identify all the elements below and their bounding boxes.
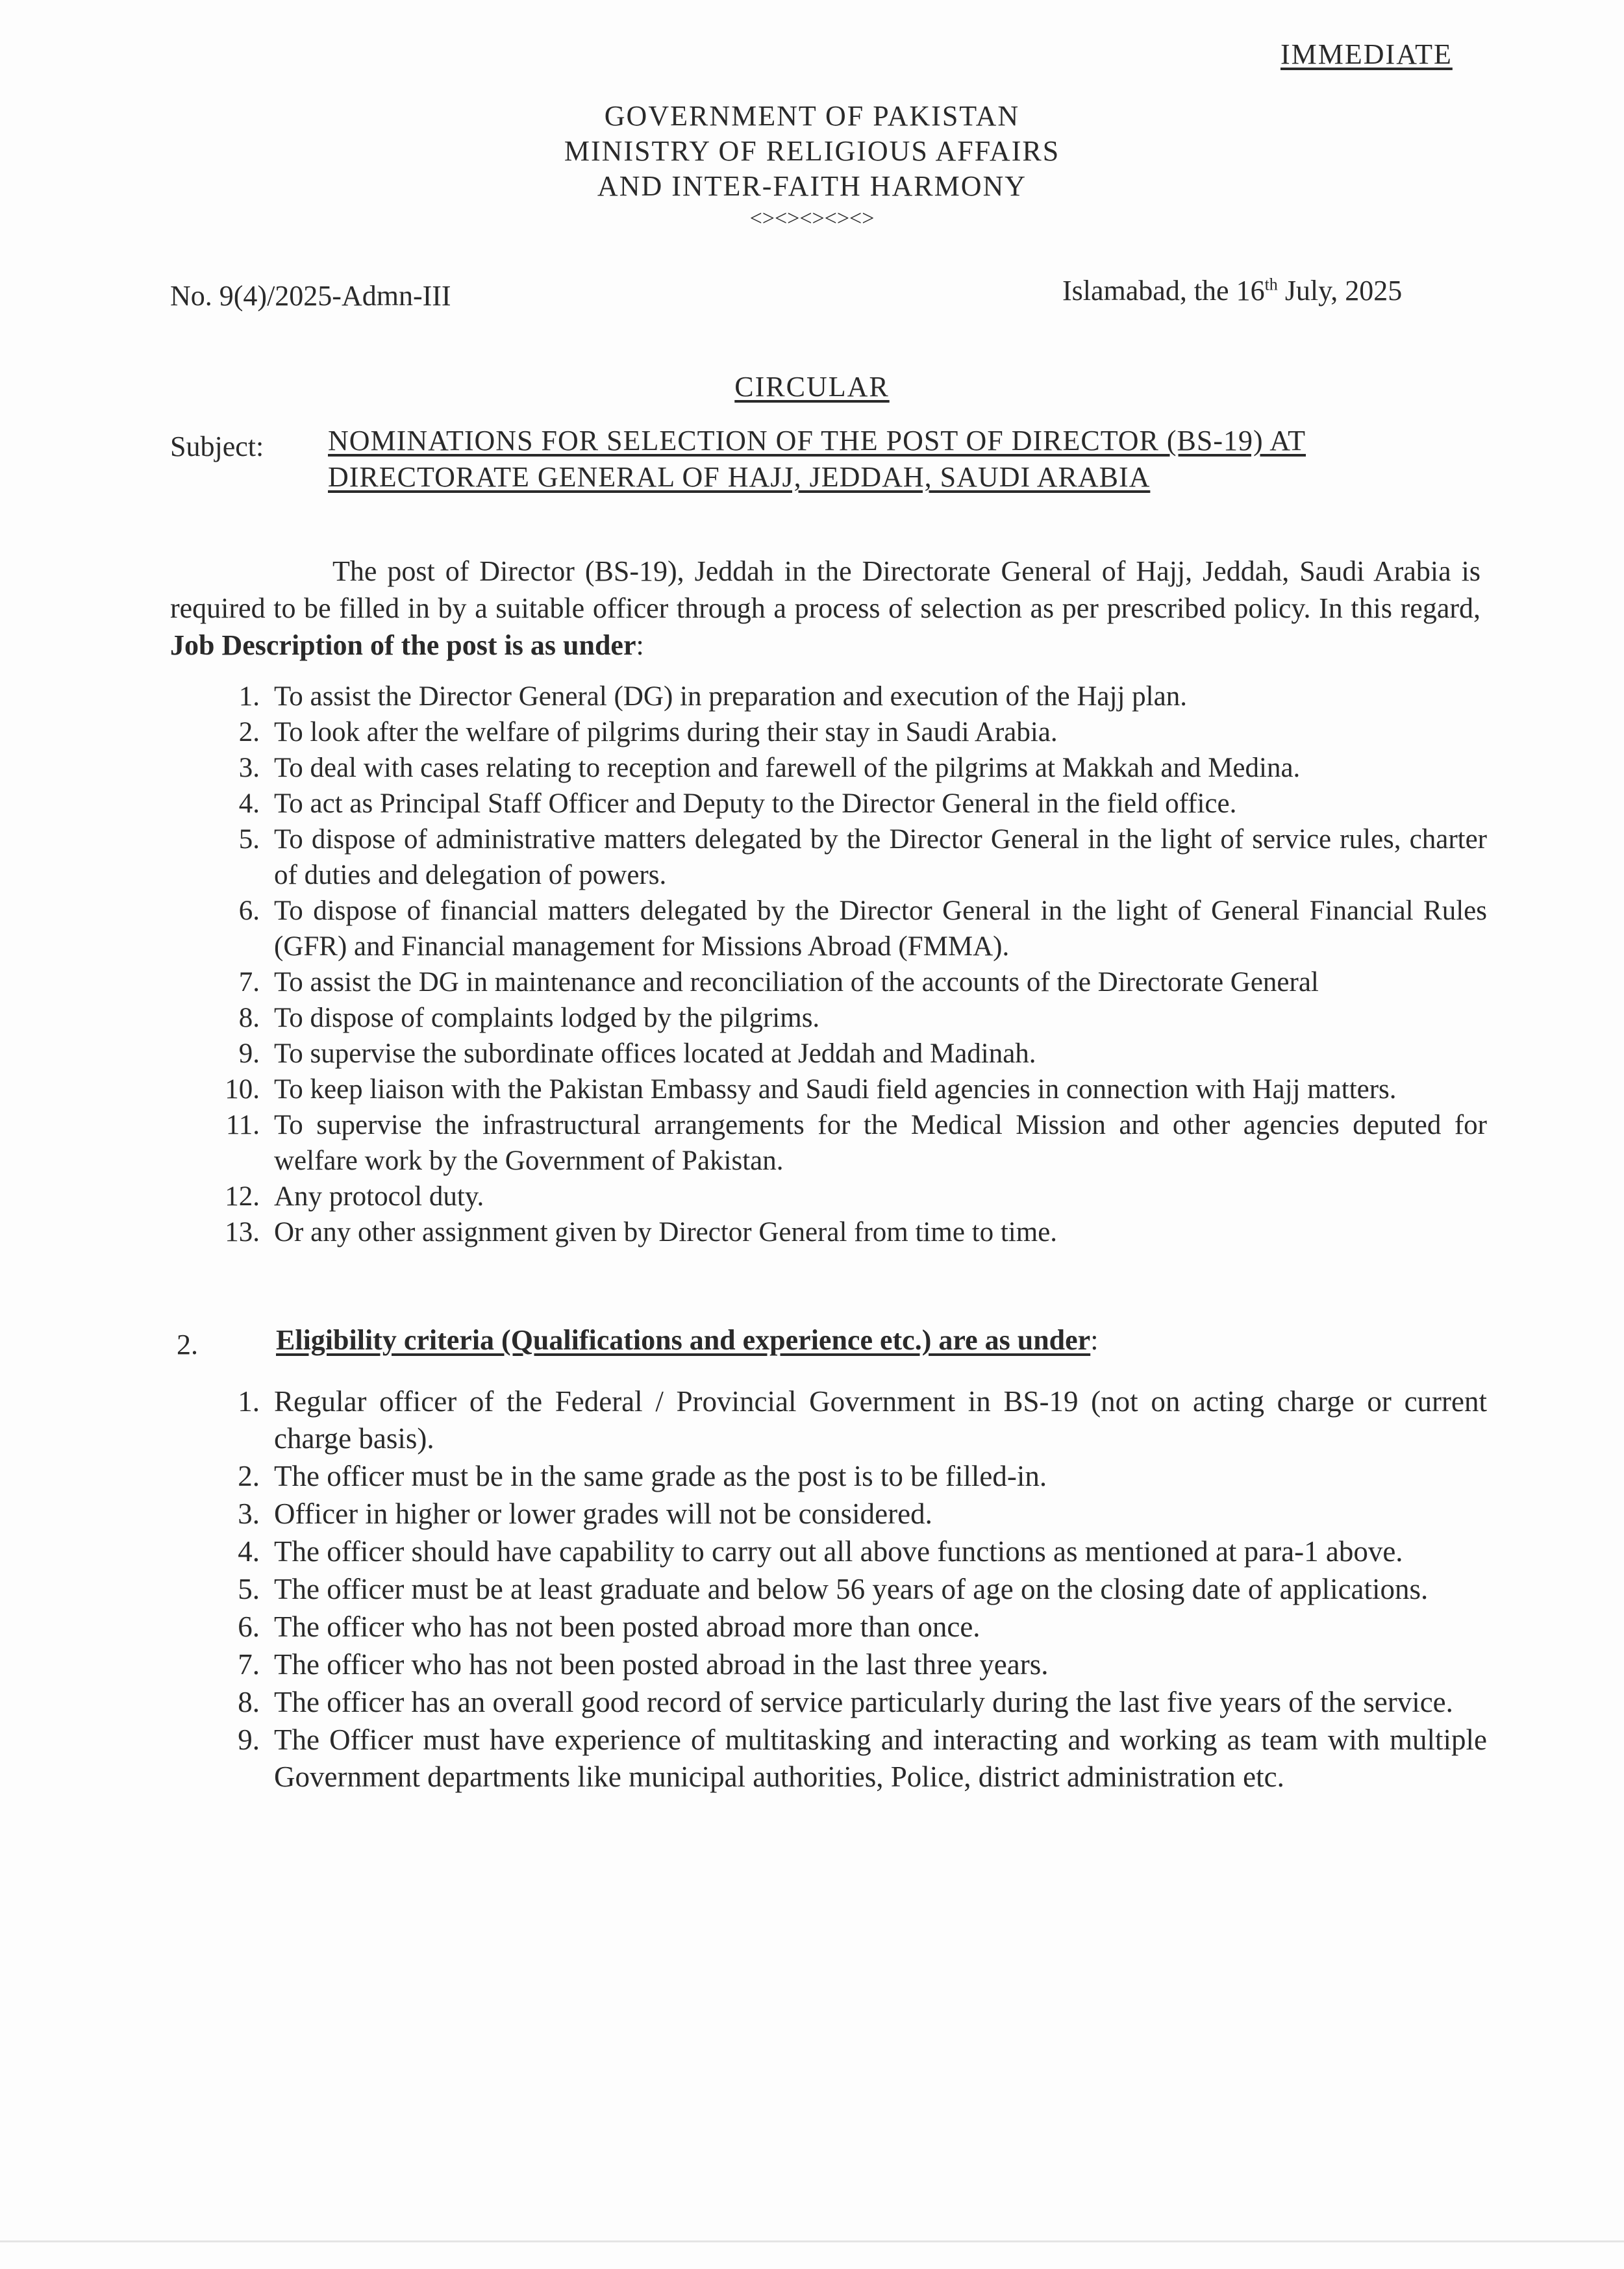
subject-label: Subject:: [170, 431, 264, 462]
intro-paragraph: [170, 553, 1480, 664]
job-item-text: To dispose of complaints lodged by the pilgrims.: [274, 1003, 820, 1033]
eligibility-item-number: 4.: [238, 1535, 260, 1568]
job-item-number: 12.: [225, 1181, 260, 1212]
header-ornament: <><><><><>: [749, 207, 875, 231]
eligibility-item-number: 2.: [238, 1460, 260, 1492]
job-item: [214, 1072, 1487, 1107]
eligibility-item: [214, 1646, 1487, 1683]
job-item-number: 10.: [225, 1074, 260, 1105]
reference-date: [1062, 274, 1402, 307]
job-item-text: To look after the welfare of pilgrims during their stay in Saudi Arabia.: [274, 717, 1058, 747]
header-government: GOVERNMENT OF PAKISTAN: [604, 100, 1020, 132]
eligibility-item: [214, 1571, 1487, 1608]
job-item-text: To act as Principal Staff Officer and Deputy to the Director General in the field office.: [274, 788, 1237, 819]
job-item-number: 4.: [238, 788, 260, 819]
reference-number: No. 9(4)/2025-Admn-III: [170, 280, 451, 312]
job-item-number: 2.: [238, 717, 260, 747]
job-item: [214, 893, 1487, 964]
eligibility-item-text: The officer must be in the same grade as the post is to be filled-in.: [274, 1460, 1047, 1492]
job-item-text: To supervise the infrastructural arrangements for the Medical Mission and other agencies deputed for welfare work by the Government of Pakistan.: [274, 1110, 1487, 1176]
eligibility-item-text: The officer who has not been posted abroad more than once.: [274, 1611, 981, 1643]
eligibility-item: [214, 1722, 1487, 1796]
job-item: [214, 786, 1487, 821]
eligibility-item-number: 5.: [238, 1573, 260, 1605]
eligibility-item-text: The officer has an overall good record of service particularly during the last five years of the service.: [274, 1686, 1453, 1718]
eligibility-item-number: 9.: [238, 1724, 260, 1756]
section2-title-end: :: [1090, 1324, 1099, 1356]
eligibility-item: [214, 1383, 1487, 1457]
job-item: [214, 1214, 1487, 1250]
intro-end: :: [636, 629, 644, 661]
date-prefix: Islamabad, the 16: [1062, 275, 1265, 307]
job-item-number: 9.: [238, 1038, 260, 1069]
scan-edge-line: [0, 2240, 1624, 2242]
eligibility-item-number: 1.: [238, 1385, 260, 1418]
job-description-list: [214, 679, 1487, 1250]
header-ministry-line2: AND INTER-FAITH HARMONY: [597, 170, 1027, 202]
job-item: [214, 821, 1487, 893]
job-item-number: 8.: [238, 1003, 260, 1033]
job-item-number: 1.: [238, 681, 260, 712]
job-item: [214, 1107, 1487, 1179]
job-item-text: To dispose of financial matters delegated by the Director General in the light of General Financial Rules (GFR) and Financial management for Missions Abroad (FMMA).: [274, 896, 1487, 962]
job-item: [214, 1036, 1487, 1072]
eligibility-item-text: The officer must be at least graduate and below 56 years of age on the closing date of applications.: [274, 1573, 1429, 1605]
eligibility-item: [214, 1684, 1487, 1721]
job-item: [214, 679, 1487, 714]
job-item-text: To assist the Director General (DG) in preparation and execution of the Hajj plan.: [274, 681, 1187, 712]
job-item-number: 5.: [238, 824, 260, 855]
job-item: [214, 964, 1487, 1000]
subject-text: NOMINATIONS FOR SELECTION OF THE POST OF DIRECTOR (BS-19) AT DIRECTORATE GENERAL OF HAJJ, JEDDAH, SAUDI ARABIA: [328, 425, 1306, 493]
job-item-number: 3.: [238, 753, 260, 783]
eligibility-item-number: 8.: [238, 1686, 260, 1718]
job-item-text: To deal with cases relating to reception and farewell of the pilgrims at Makkah and Medina.: [274, 753, 1301, 783]
eligibility-item: [214, 1458, 1487, 1495]
header-ministry: MINISTRY OF RELIGIOUS AFFAIRS: [564, 135, 1060, 167]
eligibility-item-number: 6.: [238, 1611, 260, 1643]
eligibility-item-text: The Officer must have experience of multitasking and interacting and working as team with multiple Government departments like municipal authorities, Police, district administration etc.: [274, 1724, 1487, 1793]
section2-title: [276, 1323, 1098, 1357]
priority-label: IMMEDIATE: [1280, 38, 1453, 70]
eligibility-item: [214, 1496, 1487, 1533]
eligibility-item: [214, 1609, 1487, 1646]
circular-title: CIRCULAR: [734, 371, 890, 403]
job-item-number: 13.: [225, 1217, 260, 1247]
eligibility-item-text: The officer who has not been posted abroad in the last three years.: [274, 1648, 1049, 1681]
job-item-number: 7.: [238, 967, 260, 997]
section2-title-text: Eligibility criteria (Qualifications and experience etc.) are as under: [276, 1324, 1091, 1356]
job-item-number: 11.: [225, 1110, 260, 1140]
job-item-text: Any protocol duty.: [274, 1181, 484, 1212]
section2-number: 2.: [177, 1329, 198, 1360]
job-item: [214, 1000, 1487, 1036]
job-item: [214, 750, 1487, 786]
date-superscript: th: [1264, 275, 1278, 294]
job-item: [214, 1179, 1487, 1214]
intro-text: The post of Director (BS-19), Jeddah in the Directorate General of Hajj, Jeddah, Saudi Arabia is required to be filled in by a suitable officer through a process of selection as per prescribed policy. In this regard,: [170, 555, 1480, 624]
job-item-text: Or any other assignment given by Director General from time to time.: [274, 1217, 1058, 1247]
eligibility-item-text: Officer in higher or lower grades will not be considered.: [274, 1498, 932, 1530]
eligibility-list: [214, 1383, 1487, 1796]
intro-bold: Job Description of the post is as under: [170, 629, 636, 661]
eligibility-item-text: Regular officer of the Federal / Provincial Government in BS-19 (not on acting charge or current charge basis).: [274, 1385, 1487, 1455]
job-item-text: To supervise the subordinate offices located at Jeddah and Madinah.: [274, 1038, 1036, 1069]
eligibility-item-number: 3.: [238, 1498, 260, 1530]
date-suffix: July, 2025: [1277, 275, 1403, 307]
job-item-text: To keep liaison with the Pakistan Embassy and Saudi field agencies in connection with Hajj matters.: [274, 1074, 1397, 1105]
eligibility-item: [214, 1533, 1487, 1570]
job-item-text: To assist the DG in maintenance and reconciliation of the accounts of the Directorate General: [274, 967, 1319, 997]
job-item: [214, 714, 1487, 750]
eligibility-item-number: 7.: [238, 1648, 260, 1681]
job-item-text: To dispose of administrative matters delegated by the Director General in the light of service rules, charter of duties and delegation of powers.: [274, 824, 1487, 890]
job-item-number: 6.: [238, 896, 260, 926]
eligibility-item-text: The officer should have capability to carry out all above functions as mentioned at para-1 above.: [274, 1535, 1403, 1568]
